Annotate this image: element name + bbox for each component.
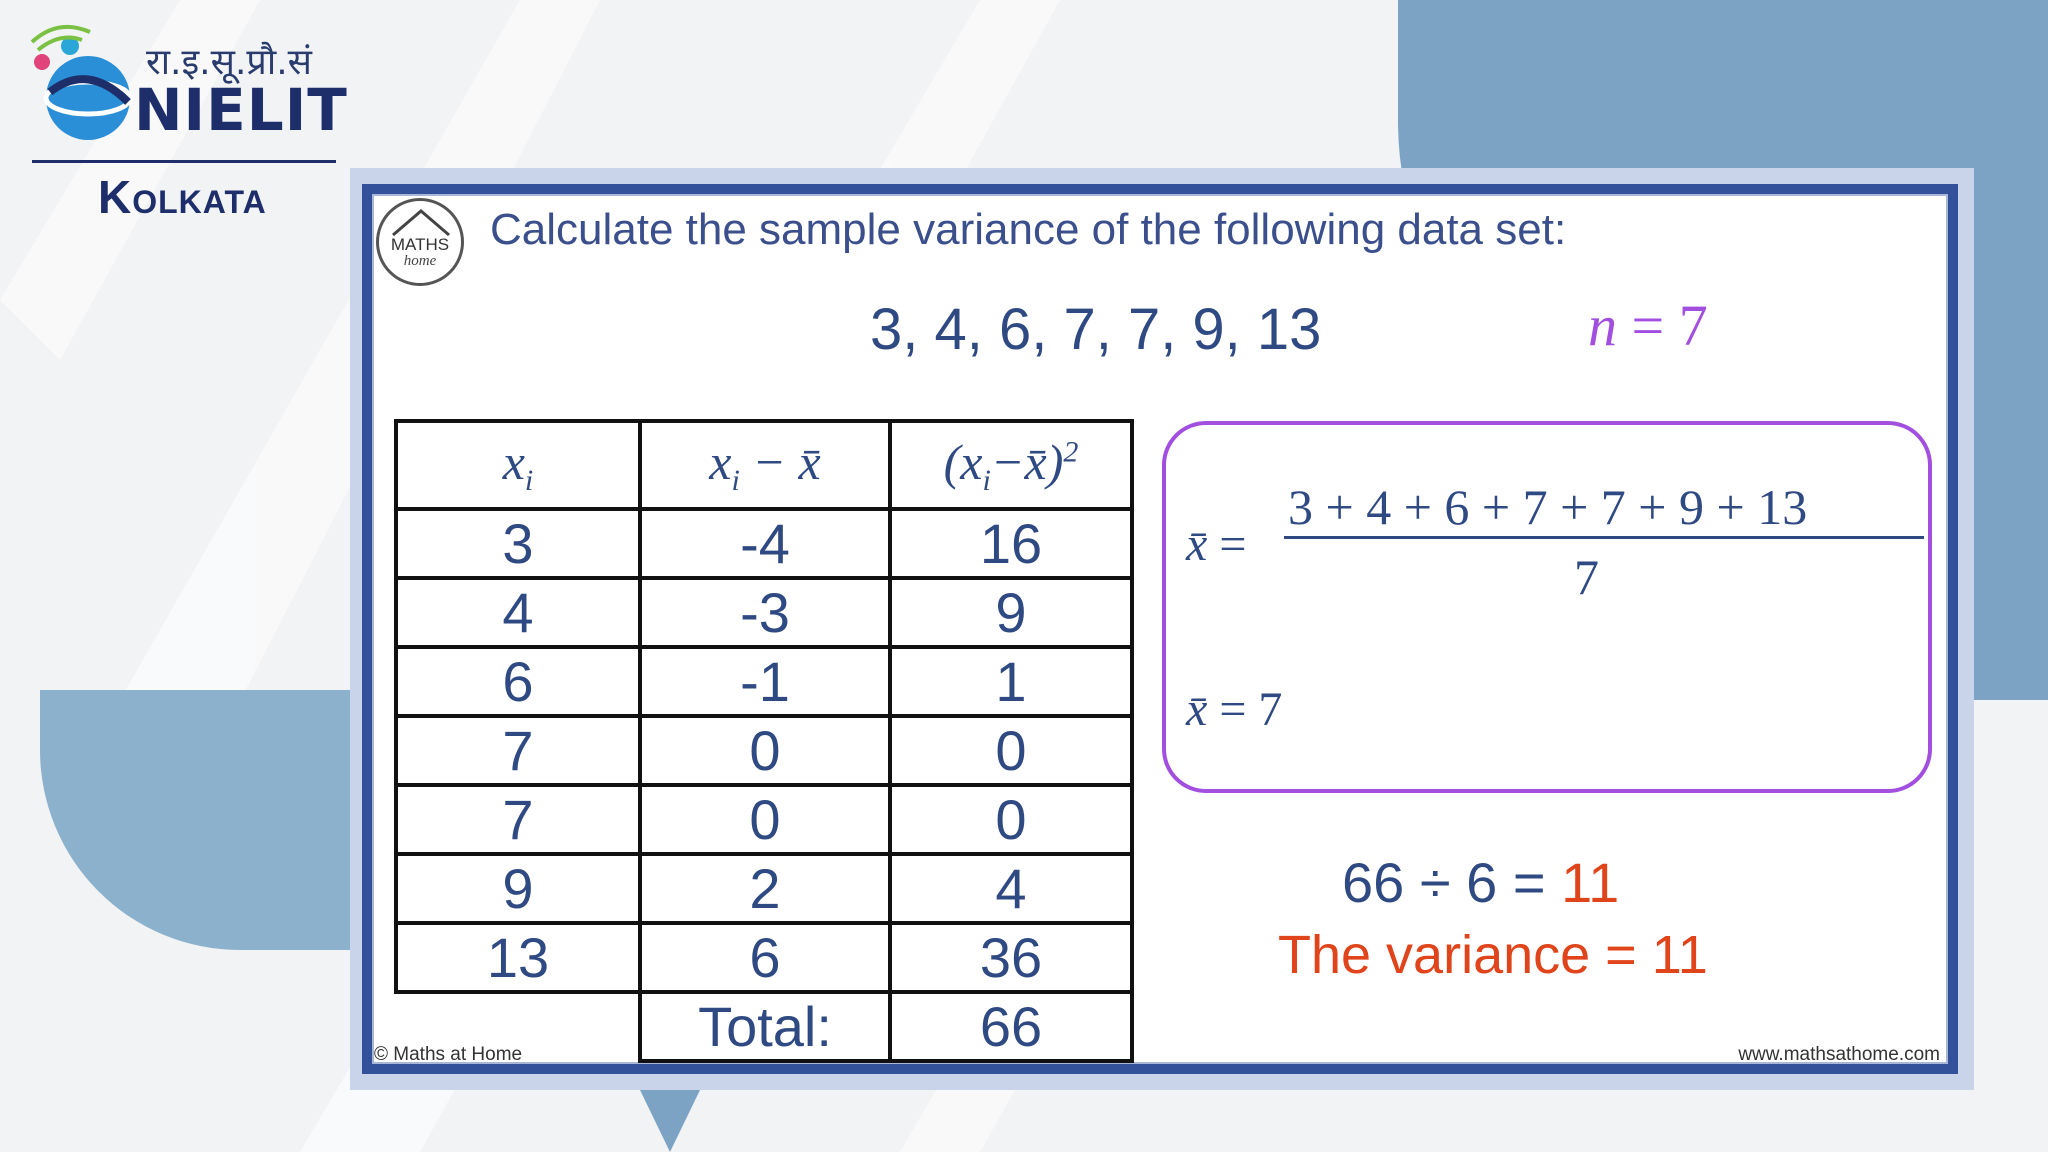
logo-brand-text: NIELIT (134, 76, 348, 144)
division-result: 11 (1561, 851, 1620, 914)
nielit-logo (10, 0, 348, 230)
table-cell: 16 (890, 509, 1132, 578)
table-cell: -1 (640, 647, 890, 716)
table-row (396, 923, 1132, 992)
n-value: = 7 (1617, 293, 1708, 358)
dataset-values: 3, 4, 6, 7, 7, 9, 13 (870, 297, 1322, 362)
logo-hindi-text: रा.इ.सू.प्रौ.सं (146, 42, 312, 83)
table-cell: 3 (396, 509, 640, 578)
table-cell: 6 (396, 647, 640, 716)
badge-maths-text: MATHS (390, 235, 450, 254)
mean-lhs (1186, 517, 1246, 572)
table-row (396, 647, 1132, 716)
logo-city-text: Kolkata (98, 171, 267, 223)
mean-result (1186, 682, 1282, 737)
division-expression (1342, 850, 1619, 915)
house-roof-icon (389, 207, 453, 237)
table-row (396, 785, 1132, 854)
mean-equals: = (1207, 518, 1247, 571)
table-cell: 7 (396, 785, 640, 854)
decorative-shape-bottom (640, 1090, 700, 1152)
mean-result-value: = 7 (1207, 683, 1283, 736)
globe-icon (30, 22, 150, 152)
table-row (396, 509, 1132, 578)
fraction-bar (1284, 536, 1924, 539)
table-cell: 0 (640, 716, 890, 785)
variance-result: The variance = 11 (1278, 925, 1708, 985)
total-label: Total: (640, 992, 890, 1061)
table-row (396, 716, 1132, 785)
question-text: Calculate the sample variance of the following data set: (490, 205, 1567, 254)
sample-size-label (1588, 292, 1708, 359)
table-cell: 4 (890, 854, 1132, 923)
logo-divider (32, 160, 336, 163)
table-cell: -4 (640, 509, 890, 578)
division-expr: 66 ÷ 6 = (1342, 851, 1562, 914)
mean-denominator: 7 (1574, 549, 1599, 605)
table-cell: 9 (396, 854, 640, 923)
table-cell: 2 (640, 854, 890, 923)
n-variable: n (1588, 293, 1617, 358)
mean-symbol: x̄ (1186, 518, 1208, 571)
table-cell: 7 (396, 716, 640, 785)
badge-home-text: home (403, 253, 437, 269)
mean-result-symbol: x̄ (1186, 683, 1208, 736)
total-value: 66 (890, 992, 1132, 1061)
table-cell: -3 (640, 578, 890, 647)
copyright-text: © Maths at Home (374, 1044, 523, 1065)
table-cell: 0 (890, 785, 1132, 854)
table-cell: 13 (396, 923, 640, 992)
header-deviation: $x_i$ − x̄ (640, 421, 890, 509)
mean-calculation-box (1162, 421, 1932, 793)
mean-numerator: 3 + 4 + 6 + 7 + 7 + 9 + 13 (1288, 479, 1808, 535)
header-xi: $x_i$ (396, 421, 640, 509)
table-cell: 6 (640, 923, 890, 992)
table-cell: 1 (890, 647, 1132, 716)
table-cell: 0 (640, 785, 890, 854)
table-cell: 4 (396, 578, 640, 647)
header-squared-deviation: $(x_i-x̄)^2$ (890, 421, 1132, 509)
table-row (396, 578, 1132, 647)
table-cell: 36 (890, 923, 1132, 992)
table-cell: 9 (890, 578, 1132, 647)
deviation-table (394, 419, 1134, 1063)
table-cell: 0 (890, 716, 1132, 785)
website-url: www.mathsathome.com (1738, 1044, 1940, 1065)
maths-at-home-badge (376, 198, 464, 286)
table-row (396, 854, 1132, 923)
